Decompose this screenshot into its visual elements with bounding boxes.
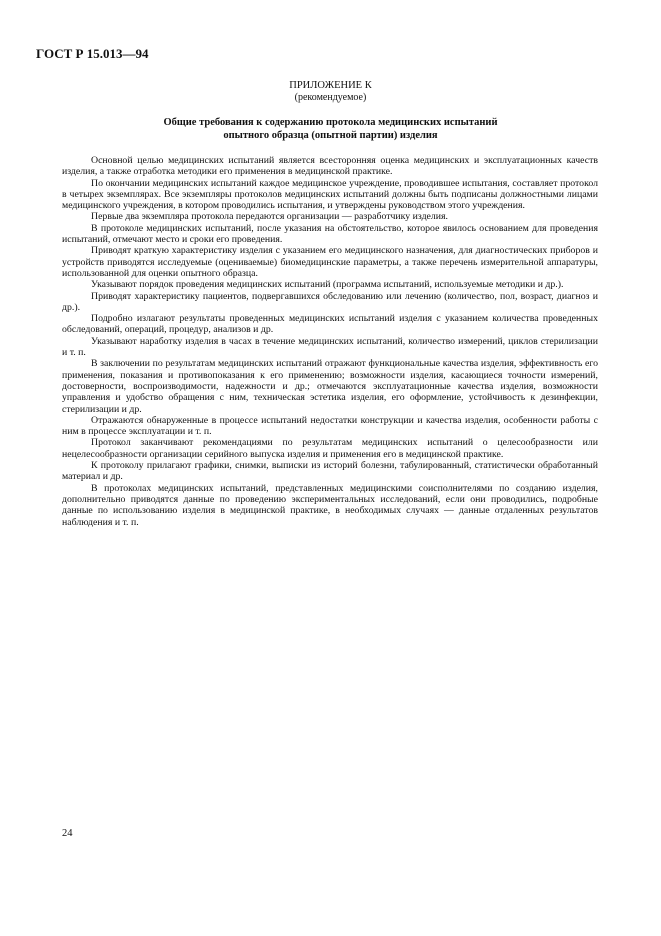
- paragraph: К протоколу прилагают графики, снимки, выписки из историй болезни, табулированный, статистически обработанный материал и др.: [62, 460, 598, 483]
- paragraph: Приводят краткую характеристику изделия с указанием его медицинского назначения, для диагностических приборов и устройств приводятся исследуемые (оцениваемые) биомедицинские параметры, а также перечень измерительной аппаратуры, использованной для оценки опытного образца.: [62, 245, 598, 279]
- paragraph: Отражаются обнаруженные в процессе испытаний недостатки конструкции и качества изделия, особенности работы с ним в процессе эксплуатации и т. п.: [62, 414, 598, 438]
- annex-status: (рекомендуемое): [294, 92, 367, 103]
- paragraph: Указывают порядок проведения медицинских испытаний (программа испытаний, используемые методики и др.).: [91, 279, 564, 291]
- annex-heading-line-2: опытного образца (опытной партии) изделия: [223, 129, 438, 141]
- document-body: [62, 155, 598, 528]
- paragraph: В протоколах медицинских испытаний, представленных медицинскими соисполнителями по созданию изделия, дополнительно приводятся данные по проведению экспериментальных исследований, если они проводились, подробные данные по использованию изделия в медицинской практике, в необходимых случаях — данные отдаленных результатов наблюдения и т. п.: [62, 482, 598, 528]
- paragraph: В заключении по результатам медицинских испытаний отражают функциональные качества изделия, эффективность его применения, показания и противопоказания к его применению; возможности изделия, касающиеся точности измерений, достоверности, воспроизводимости, надежности и др.; отмечаются эксплуатационные качества изделия, возможности управления и удобство обращения с ним, техническая эстетика изделия, его оформление, устойчивость к дезинфекции, стерилизации и др.: [62, 358, 598, 415]
- paragraph: По окончании медицинских испытаний каждое медицинское учреждение, проводившее испытания, составляет протокол в четырех экземплярах. Все экземпляры протоколов медицинских испытаний должны быть подписаны должностными лицами медицинского учреждения, в котором проводились испытания, и утверждены руководством этого учреждения.: [62, 177, 598, 212]
- paragraph: Приводят характеристику пациентов, подвергавшихся обследованию или лечению (количество, пол, возраст, диагноз и др.).: [62, 290, 598, 313]
- annex-heading: [100, 117, 561, 142]
- annex-title: ПРИЛОЖЕНИЕ К: [289, 80, 372, 91]
- paragraph: Протокол заканчивают рекомендациями по результатам медицинских испытаний о целесообразности или нецелесообразности организации серийного выпуска изделия и применения его в медицинской практике.: [62, 437, 598, 460]
- page-number: 24: [62, 828, 73, 839]
- paragraph: Указывают наработку изделия в часах в течение медицинских испытаний, количество измерений, циклов стерилизации и т. п.: [62, 335, 598, 359]
- paragraph: Первые два экземпляра протокола передаются организации — разработчику изделия.: [91, 211, 448, 223]
- annex-heading-line-1: Общие требования к содержанию протокола медицинских испытаний: [163, 117, 498, 128]
- paragraph: Подробно излагают результаты проведенных медицинских испытаний изделия с указанием количества проведенных обследований, операций, процедур, анализов и др.: [62, 313, 598, 336]
- paragraph: В протоколе медицинских испытаний, после указания на обстоятельство, которое явилось основанием для проведения испытаний, отмечают место и сроки его проведения.: [62, 222, 598, 246]
- standard-designation: ГОСТ Р 15.013—94: [36, 46, 149, 61]
- paragraph: Основной целью медицинских испытаний является всесторонняя оценка медицинских и эксплуатационных качеств изделия, а также отработка методики его применения в медицинской практике.: [62, 155, 598, 178]
